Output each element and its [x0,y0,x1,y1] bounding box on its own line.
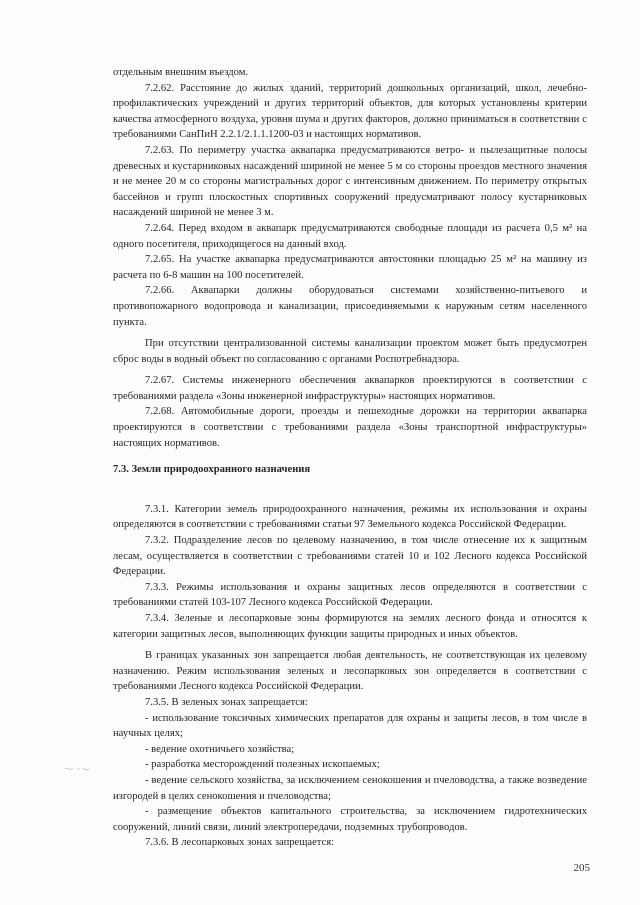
paragraph-7-2-67: 7.2.67. Системы инженерного обеспечения аквапарков проектируются в соответствии с требованиями раздела «Зоны инженерной инфраструктуры» настоящих нормативов. [113,375,587,402]
paragraph-7-3-6: 7.3.6. В лесопарковых зонах запрещается: [145,837,335,849]
section-heading: 7.3. Земли природоохранного назначения [113,464,311,476]
paragraph-7-3-2: 7.3.2. Подразделение лесов по целевому назначению, в том числе отнесение их к защитным лесам, осуществляется в соответствии с требованиями статей 10 и 102 Лесного кодекса Российской Федерации. [113,535,587,578]
paragraph-7-2-65: 7.2.65. На участке аквапарка предусматриваются автостоянки площадью 25 м² на машину из расчета по 6-8 машин на 100 посетителей. [113,254,587,281]
scan-artifact-mark [64,766,90,772]
paragraph-7-3-1: 7.3.1. Категории земель природоохранного назначения, режимы их использования и охраны определяются в соответствии с требованиями статьи 97 Земельного кодекса Российской Федерации. [113,503,587,531]
paragraph-sewage: При отсутствии централизованной системы канализации проектом может быть предусмотрен сброс воды в водный объект по согласованию с органами Роспотребнадзора. [113,338,587,365]
paragraph-zone-restrictions: В границах указанных зон запрещается любая деятельность, не соответствующая их целевому назначению. Режим использования зеленых и лесопарковых зон определяется в соответствии с требованиями Лесного кодекса Российской Федерации. [113,650,587,693]
paragraph-7-2-64: 7.2.64. Перед входом в аквапарк предусматриваются свободные площади из расчета 0,5 м² на одного посетителя, приходящегося на данный вход. [113,222,587,250]
paragraph-7-3-5: 7.3.5. В зеленых зонах запрещается: [145,696,308,708]
list-item: - разработка месторождений полезных ископаемых; [145,759,380,771]
list-item: - размещение объектов капитального строительства, за исключением гидротехнических сооружений, линий связи, линий электропередачи, подземных трубопроводов. [113,806,587,833]
paragraph-7-2-63: 7.2.63. По периметру участка аквапарка предусматриваются ветро- и пылезащитные полосы древесных и кустарниковых насаждений шириной не менее 5 м со стороны проездов местного значения и не менее 20 м со стороны магистральных дорог с интенсивным движением. По периметру открытых бассейнов и групп плоскостных спортивных сооружений предусматривают полосу кустарниковых насаждений шириной не менее 3 м. [113,144,587,219]
page-number: 205 [573,862,590,874]
paragraph-7-3-3: 7.3.3. Режимы использования и охраны защитных лесов определяются в соответствии с требованиями статей 103-107 Лесного кодекса Российской Федерации. [113,581,587,609]
paragraph-7-2-62: 7.2.62. Расстояние до жилых зданий, территорий дошкольных организаций, школ, лечебно-профилактических учреждений и других территорий объектов, для которых установлены критерии качества атмосферного воздуха, уровня шума и других факторов, должно приниматься в соответствии с требованиями СанПиН 2.2.1/2.1.1.1200-03 и настоящих нормативов. [113,82,587,141]
list-item: - ведение сельского хозяйства, за исключением сенокошения и пчеловодства, а также возведение изгородей в целях сенокошения и пчеловодства; [113,774,587,802]
page-body [113,65,587,851]
paragraph-7-2-68: 7.2.68. Автомобильные дороги, проезды и пешеходные дорожки на территории аквапарка проектируются в соответствии с требованиями раздела «Зоны транспортной инфраструктуры» настоящих нормативов. [113,406,587,449]
paragraph-7-3-4: 7.3.4. Зеленые и лесопарковые зоны формируются на землях лесного фонда и относятся к категории защитных лесов, выполняющих функции защиты природных и иных объектов. [113,613,587,640]
paragraph-7-2-66: 7.2.66. Аквапарки должны оборудоваться системами хозяйственно-питьевого и противопожарного водопровода и канализации, присоединяемыми к наружным сетям населенного пункта. [113,285,587,328]
paragraph-continuation: отдельным внешним въездом. [113,67,249,78]
list-item: - ведение охотничьего хозяйства; [145,743,295,755]
list-item: - использование токсичных химических препаратов для охраны и защиты лесов, в том числе в научных целях; [113,712,587,740]
